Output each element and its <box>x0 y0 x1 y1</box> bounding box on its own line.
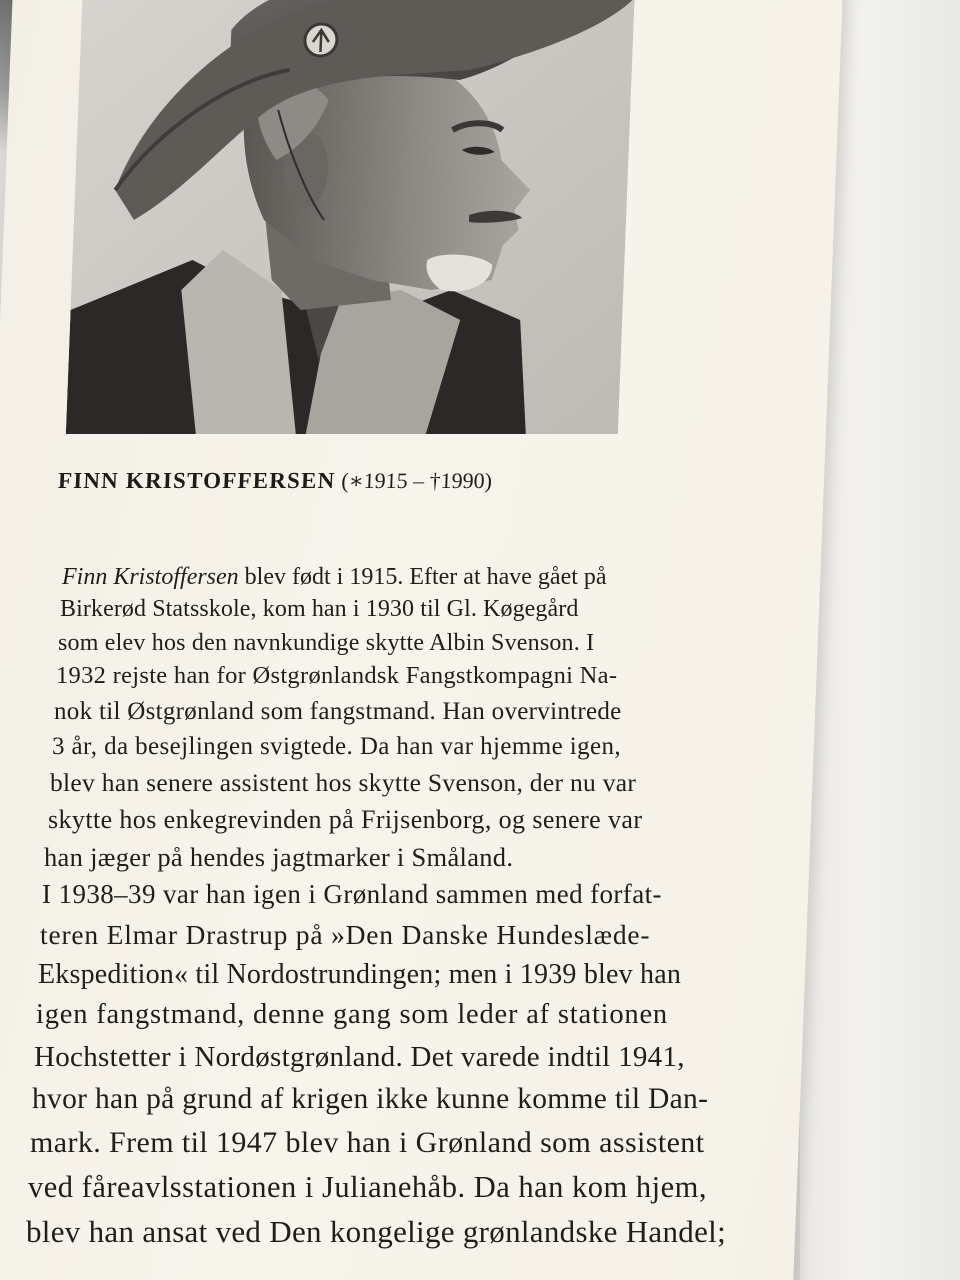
text-line: mark. Frem til 1947 blev han i Grønland som assistent <box>30 1126 705 1159</box>
text-line: ved fåreavlsstationen i Julianehåb. Da han kom hjem, <box>28 1170 708 1204</box>
text-line: I 1938–39 var han igen i Grønland sammen med forfat- <box>42 879 662 909</box>
text-line: Birkerød Statsskole, kom han i 1930 til Gl. Køgegård <box>60 596 579 622</box>
life-dates: (∗1915 – †1990) <box>340 468 493 493</box>
text-line: Ekspedition« til Nordostrundingen; men i 1939 blev han <box>38 959 682 990</box>
text-line: hvor han på grund af krigen ikke kunne komme til Dan- <box>32 1083 709 1115</box>
text-line: Hochstetter i Nordøstgrønland. Det varede indtil 1941, <box>34 1041 685 1073</box>
text-line: blev han senere assistent hos skytte Svenson, der nu var <box>50 768 637 797</box>
italic-name: Finn Kristoffersen <box>62 564 239 590</box>
text-line: 3 år, da besejlingen svigtede. Da han var hjemme igen, <box>52 733 622 760</box>
text-line: nok til Østgrønland som fangstmand. Han overvintrede <box>54 698 622 725</box>
text-line: som elev hos den navnkundige skytte Albin Svenson. I <box>58 630 595 656</box>
text-line: igen fangstmand, denne gang som leder af stationen <box>36 999 668 1030</box>
person-name: FINN KRISTOFFERSEN <box>57 468 336 493</box>
text-line: blev han ansat ved Den kongelige grønlandske Handel; <box>26 1214 726 1249</box>
text-line: 1932 rejste han for Østgrønlandsk Fangstkompagni Na- <box>56 662 618 689</box>
text-line: skytte hos enkegrevinden på Frijsenborg, og senere var <box>48 805 643 834</box>
text-line: Finn Kristoffersen blev født i 1915. Efter at have gået på <box>62 564 607 590</box>
text-line: han jæger på hendes jagtmarker i Småland. <box>44 842 514 872</box>
text-line: teren Elmar Drastrup på »Den Danske Hundeslæde- <box>40 919 651 950</box>
